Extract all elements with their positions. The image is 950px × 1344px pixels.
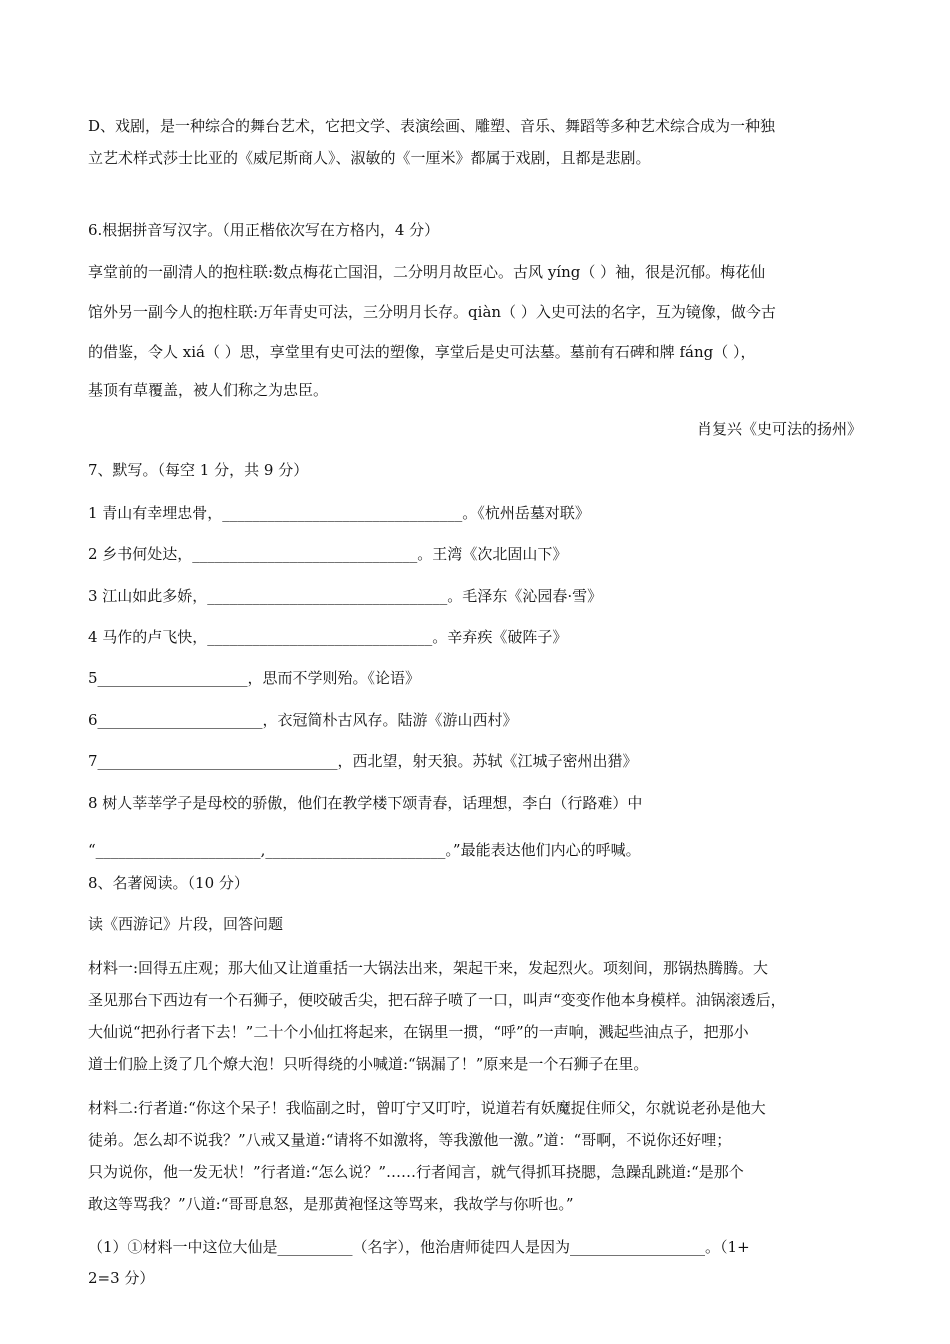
q7-item-8-blanks: “______________________,________________________。”最能表达他们内心的呼喊。 bbox=[88, 841, 641, 859]
q7-item-8: 8 树人莘莘学子是母校的骄傲，他们在教学楼下颂青春，话理想，李白（行路难）中 bbox=[88, 794, 643, 812]
q8-heading: 8、名著阅读。（10 分） bbox=[88, 874, 249, 892]
material-1-line-2: 圣见那台下西边有一个石狮子，便咬破舌尖，把石辞子喷了一口，叫声“变变作他本身模样。油锅滚透后， bbox=[88, 991, 786, 1009]
q6-passage-line-1: 享堂前的一副清人的抱柱联:数点梅花亡国泪，二分明月故臣心。古风 yíng（ ）袖，很是沉郁。梅花仙 bbox=[88, 263, 766, 281]
material-2-line-1: 材料二:行者道:“你这个呆子！我临副之时，曾叮宁又叮咛，说道若有妖魔捉住师父，尔就说老孙是他大 bbox=[88, 1099, 766, 1117]
q6-heading: 6.根据拼音写汉字。（用正楷依次写在方格内，4 分） bbox=[88, 221, 440, 239]
q7-item-7: 7________________________________，西北望，射天狼。苏轼《江城子密州出猎》 bbox=[88, 752, 638, 770]
q6-passage-line-4: 基顶有草覆盖，被人们称之为忠臣。 bbox=[88, 381, 329, 399]
q8-sub1-line-1: （1）①材料一中这位大仙是__________（名字），他治唐师徒四人是因为__________________。（1+ bbox=[88, 1238, 750, 1256]
q6-attribution: 肖复兴《史可法的扬州》 bbox=[696, 420, 862, 438]
q7-heading: 7、默写。（每空 1 分，共 9 分） bbox=[88, 461, 309, 479]
q6-passage-line-3: 的借鉴，令人 xiá（ ）思，享堂里有史可法的塑像，享堂后是史可法墓。墓前有石碑和牌 fáng（ ）， bbox=[88, 343, 756, 361]
material-2-line-3: 只为说你，他一发无状！”行者道:“怎么说？”……行者闻言，就气得抓耳挠腮，急躁乱跳道:“是那个 bbox=[88, 1163, 744, 1181]
q7-item-3: 3 江山如此多娇，________________________________。毛泽东《沁园春·雪》 bbox=[88, 587, 603, 605]
option-d-line-2: 立艺术样式莎士比亚的《威尼斯商人》、淑敏的《一厘米》都属于戏剧，且都是悲剧。 bbox=[88, 149, 651, 167]
q6-passage-line-2: 馆外另一副今人的抱柱联:万年青史可法，三分明月长存。qiàn（ ）入史可法的名字，互为镜像，做今古 bbox=[88, 303, 776, 321]
option-d-line-1: D、戏剧，是一种综合的舞台艺术，它把文学、表演绘画、雕塑、音乐、舞蹈等多种艺术综合成为一种独 bbox=[88, 117, 776, 135]
q7-item-4: 4 马作的卢飞快，______________________________。辛弃疾《破阵子》 bbox=[88, 628, 568, 646]
q7-item-1: 1 青山有幸埋忠骨，________________________________。《杭州岳墓对联》 bbox=[88, 504, 590, 522]
material-2-line-2: 徒弟。怎么却不说我？”八戒又量道:“请将不如激将，等我激他一激。”道：“哥啊，不说你还好哩； bbox=[88, 1131, 732, 1149]
material-2-line-4: 敢这等骂我？”八道:“哥哥息怒，是那黄袍怪这等骂来，我故学与你听也。” bbox=[88, 1195, 574, 1213]
q7-item-5: 5____________________，思而不学则殆。《论语》 bbox=[88, 669, 421, 687]
q8-sub1-line-2: 2=3 分） bbox=[88, 1269, 155, 1287]
q7-item-2: 2 乡书何处达，______________________________。王湾《次北固山下》 bbox=[88, 545, 568, 563]
material-1-line-4: 道士们脸上烫了几个燎大泡！只听得绕的小喊道:“锅漏了！”原来是一个石狮子在里。 bbox=[88, 1055, 649, 1073]
q8-instruction: 读《西游记》片段，回答问题 bbox=[88, 915, 284, 933]
q7-item-6: 6______________________，衣冠简朴古风存。陆游《游山西村》 bbox=[88, 711, 518, 729]
material-1-line-3: 大仙说“把孙行者下去！”二十个小仙扛将起来，在锅里一掼，“呼”的一声响，溅起些油点子，把那小 bbox=[88, 1023, 749, 1041]
material-1-line-1: 材料一:回得五庄观；那大仙又让道重括一大锅法出来，架起干来，发起烈火。项刻间，那锅热腾腾。大 bbox=[88, 959, 769, 977]
